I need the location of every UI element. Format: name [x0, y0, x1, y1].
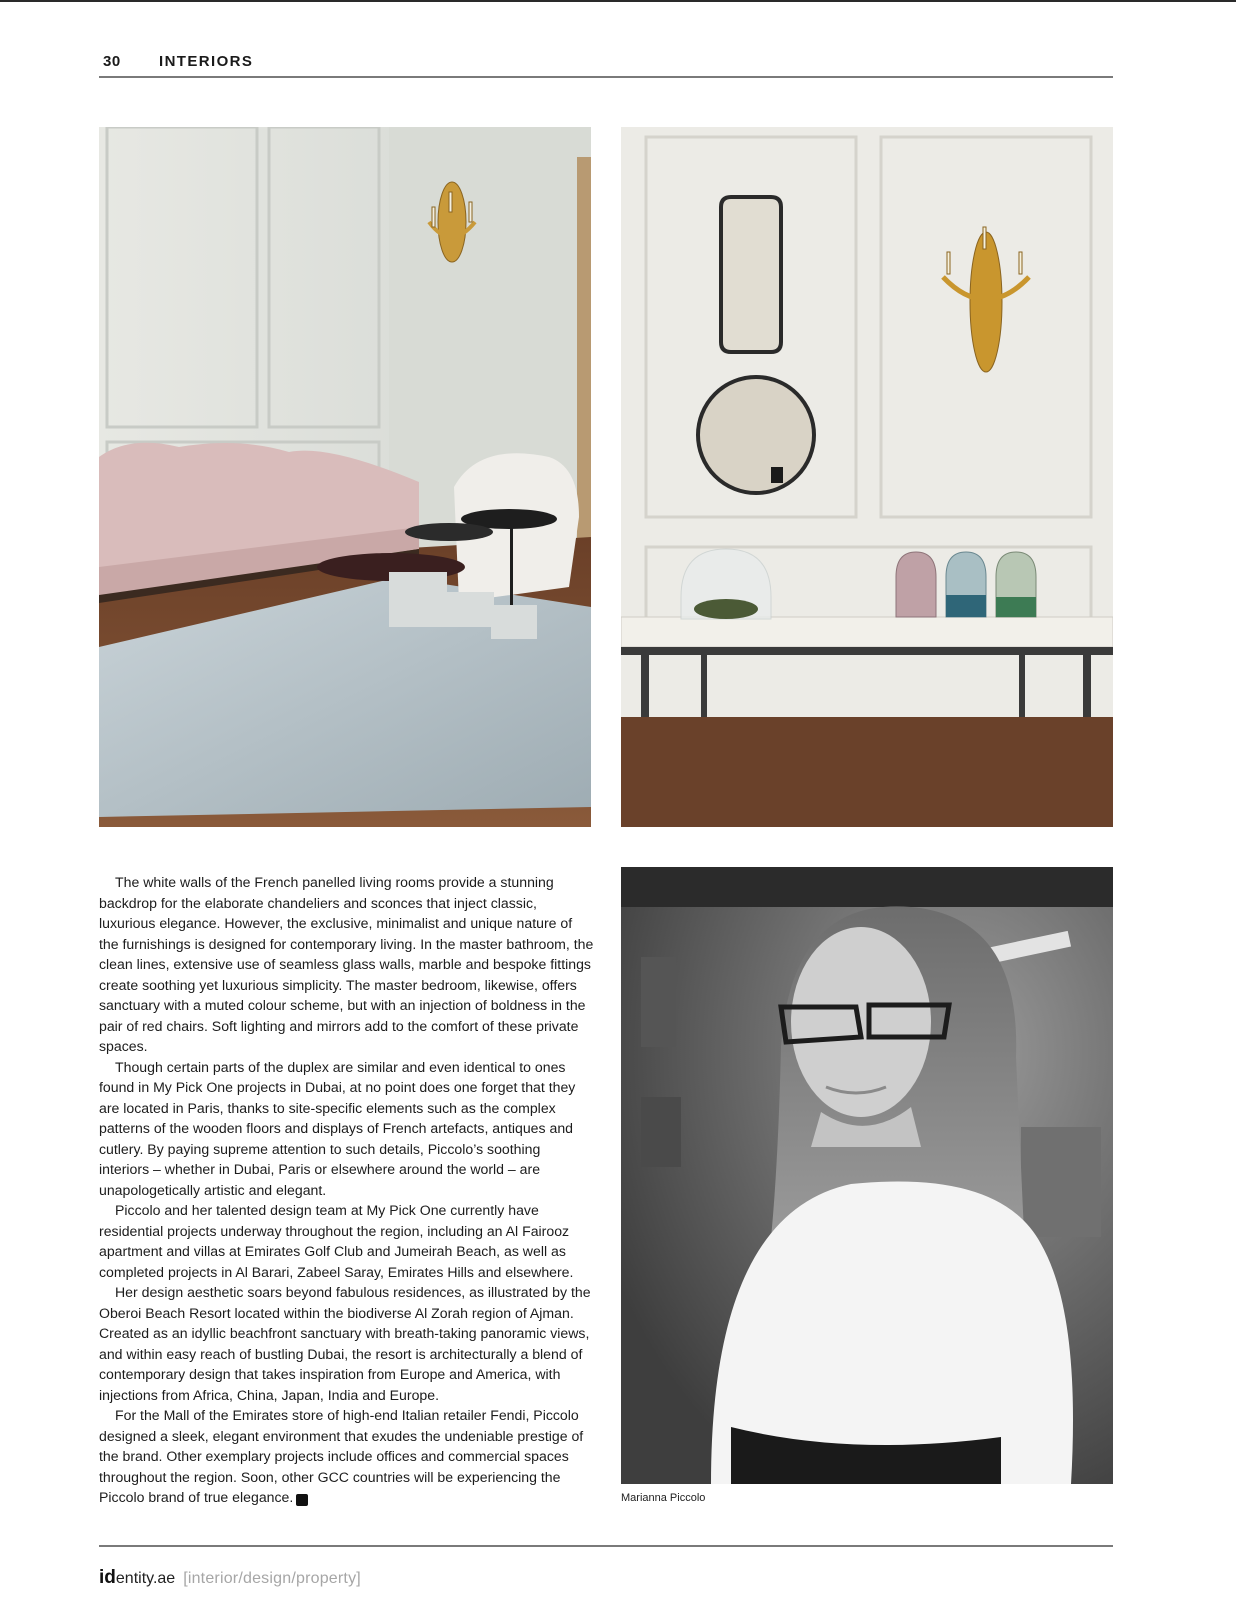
section-title: INTERIORS — [159, 53, 254, 70]
brand-logo-prefix: id — [99, 1567, 116, 1588]
portrait-photo — [621, 867, 1113, 1484]
article-paragraph-last — [99, 1405, 594, 1508]
living-room-photo — [99, 127, 591, 827]
footer-tagline: [interior/design/property] — [183, 1570, 361, 1587]
page-number: 30 — [103, 53, 121, 70]
page-header — [99, 51, 1113, 77]
header-rule — [99, 76, 1113, 78]
article-paragraph-text: For the Mall of the Emirates store of high-end Italian retailer Fendi, Piccolo designed a sleek, elegant environment that exudes the undeniable prestige of the brand. Other exemplary projects include offices and commercial spaces throughout the region. Soon, other GCC countries will be experiencing the Piccolo brand of true elegance. — [99, 1407, 584, 1505]
article-paragraph: Piccolo and her talented design team at My Pick One currently have residential projects underway throughout the region, including an Al Fairooz apartment and villas at Emirates Golf Club and Jumeirah Beach, as well as completed projects in Al Barari, Zabeel Saray, Emirates Hills and elsewhere. — [99, 1202, 574, 1280]
brand-logo-suffix: entity.ae — [115, 1570, 176, 1587]
article-body — [99, 872, 594, 1508]
article-paragraph: Though certain parts of the duplex are similar and even identical to ones found in My Pick One projects in Dubai, at no point does one forget that they are located in Paris, thanks to site-specific elements such as the complex patterns of the wooden floors and displays of French artefacts, antiques and cutlery. By paying supreme attention to such details, Piccolo’s soothing interiors – whether in Dubai, Paris or elsewhere around the world – are unapologetically artistic and elegant. — [99, 1058, 576, 1198]
top-rule — [0, 0, 1236, 2]
photo-caption: Marianna Piccolo — [621, 1492, 706, 1504]
article-paragraph: Her design aesthetic soars beyond fabulous residences, as illustrated by the Oberoi Beach Resort located within the biodiverse Al Zorah region of Ajman. Created as an idyllic beachfront sanctuary with breath-taking panoramic views, and within easy reach of bustling Dubai, the resort is architecturally a blend of contemporary design that takes inspiration from Europe and America, with injections from Africa, China, Japan, India and Europe. — [99, 1284, 591, 1403]
article-paragraph: The white walls of the French panelled living rooms provide a stunning backdrop for the elaborate chandeliers and sconces that inject classic, luxurious elegance. However, the exclusive, minimalist and unique nature of the furnishings is designed for contemporary living. In the master bathroom, the clean lines, extensive use of seamless glass walls, marble and bespoke fittings create soothing yet luxurious simplicity. The master bedroom, likewise, offers sanctuary with a muted colour scheme, but with an injection of boldness in the pair of red chairs. Soft lighting and mirrors add to the comfort of these private spaces. — [99, 874, 594, 1054]
footer-rule — [99, 1545, 1113, 1547]
page-footer — [99, 1567, 361, 1589]
end-mark-icon: ID — [296, 1494, 308, 1506]
console-table-photo — [621, 127, 1113, 827]
